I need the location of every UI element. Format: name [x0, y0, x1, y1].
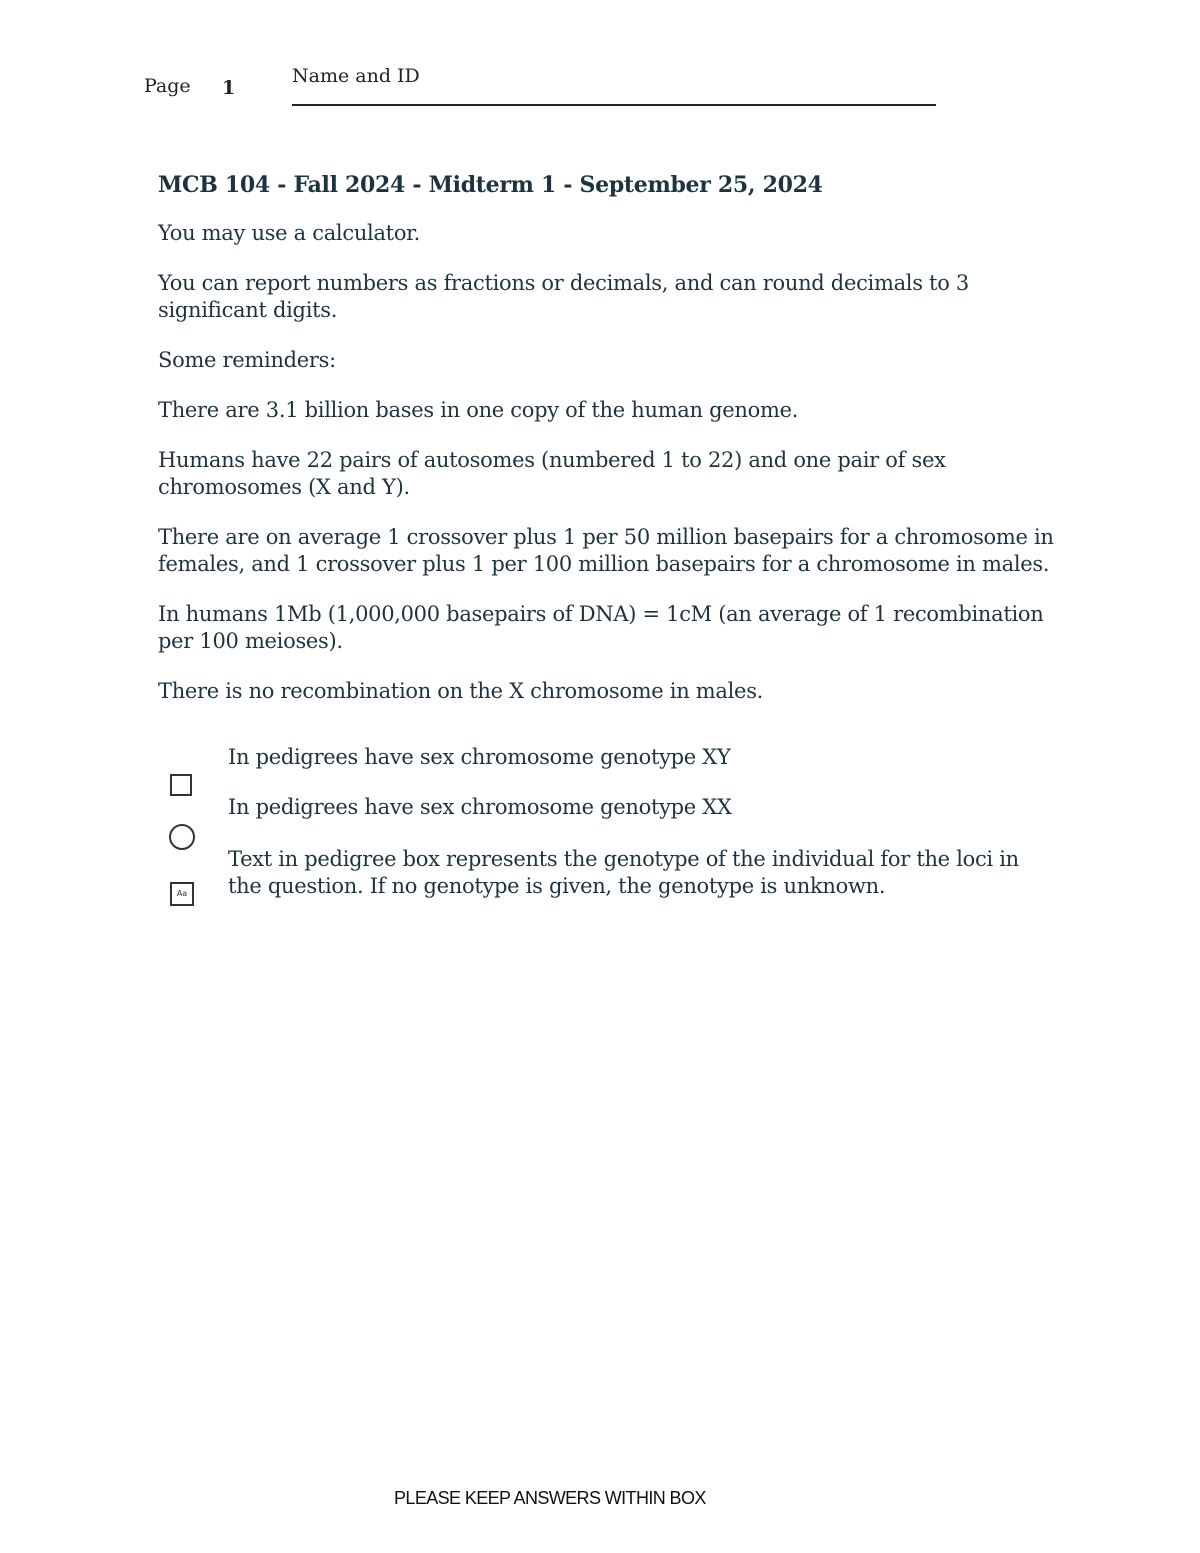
genotype-box-icon: Aa	[170, 882, 194, 906]
reminder-x-recombination: There is no recombination on the X chromosome in males.	[158, 679, 764, 703]
name-and-id-line	[292, 104, 936, 106]
legend-square-text: In pedigrees have sex chromosome genotype XY	[228, 745, 731, 769]
reminder-chromosomes: Humans have 22 pairs of autosomes (numbered 1 to 22) and one pair of sex chromosomes (X and Y).	[158, 448, 946, 499]
footer-notice: PLEASE KEEP ANSWERS WITHIN BOX	[394, 1488, 706, 1508]
page-number: 1	[222, 77, 236, 99]
instruction-rounding: You can report numbers as fractions or decimals, and can round decimals to 3 significant digits.	[158, 271, 969, 322]
reminder-mb-cm: In humans 1Mb (1,000,000 basepairs of DNA) = 1cM (an average of 1 recombination per 100 meioses).	[158, 602, 1044, 653]
page-label: Page	[144, 75, 191, 97]
reminder-crossovers: There are on average 1 crossover plus 1 per 50 million basepairs for a chromosome in females, and 1 crossover plus 1 per 100 million basepairs for a chromosome in males.	[158, 525, 1054, 576]
name-and-id-label: Name and ID	[292, 65, 420, 87]
reminder-genome-size: There are 3.1 billion bases in one copy of the human genome.	[158, 398, 799, 422]
female-circle-icon	[169, 824, 195, 850]
exam-content	[158, 172, 1058, 898]
legend-circle-text: In pedigrees have sex chromosome genotype XX	[228, 795, 732, 819]
legend-genotype-text: Text in pedigree box represents the genotype of the individual for the loci in the question. If no genotype is given, the genotype is unknown.	[228, 847, 1019, 898]
male-square-icon	[170, 774, 192, 796]
exam-title: MCB 104 - Fall 2024 - Midterm 1 - September 25, 2024	[158, 172, 823, 198]
instruction-calculator: You may use a calculator.	[158, 221, 420, 245]
reminders-heading: Some reminders:	[158, 348, 336, 372]
